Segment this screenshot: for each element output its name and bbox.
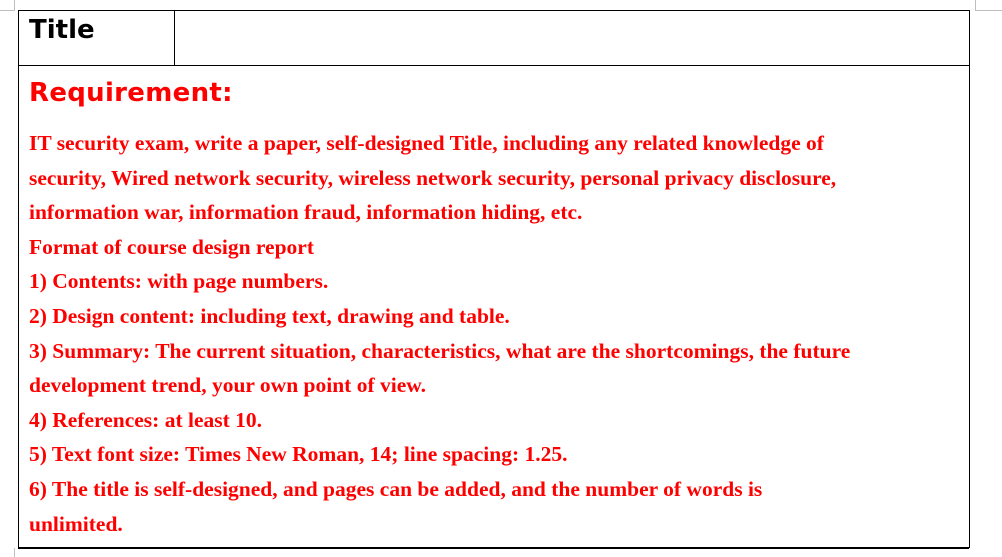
requirement-line: 6) The title is self-designed, and pages can be added, and the number of words is <box>29 476 763 501</box>
page-corner-mark <box>0 0 15 11</box>
requirement-line: unlimited. <box>29 511 123 536</box>
requirement-line: development trend, your own point of view. <box>29 373 426 398</box>
requirement-line: IT security exam, write a paper, self-designed Title, including any related knowledge of <box>29 131 824 155</box>
requirement-line: 1) Contents: with page numbers. <box>29 269 329 294</box>
next-row-border <box>18 548 969 549</box>
page-corner-mark <box>975 0 1002 11</box>
requirement-heading: Requirement: <box>29 78 233 108</box>
requirement-line: 3) Summary: The current situation, characteristics, what are the shortcomings, the future <box>29 338 851 363</box>
requirement-line: 2) Design content: including text, drawing and table. <box>29 303 510 328</box>
requirement-line: information war, information fraud, information hiding, etc. <box>29 200 583 225</box>
page-corner-mark <box>0 548 15 557</box>
requirement-cell[interactable] <box>19 66 970 548</box>
title-value-cell[interactable] <box>175 11 970 66</box>
requirement-line: 5) Text font size: Times New Roman, 14; line spacing: 1.25. <box>29 442 568 467</box>
requirement-line: 4) References: at least 10. <box>29 407 263 432</box>
title-row <box>19 11 970 66</box>
title-label: Title <box>29 15 95 45</box>
title-label-cell[interactable] <box>19 11 175 66</box>
requirement-table <box>18 10 970 548</box>
requirement-row <box>19 66 970 548</box>
requirement-line: Format of course design report <box>29 234 315 259</box>
requirement-line: security, Wired network security, wireless network security, personal privacy disclosure, <box>29 165 837 190</box>
requirement-text <box>29 126 959 541</box>
